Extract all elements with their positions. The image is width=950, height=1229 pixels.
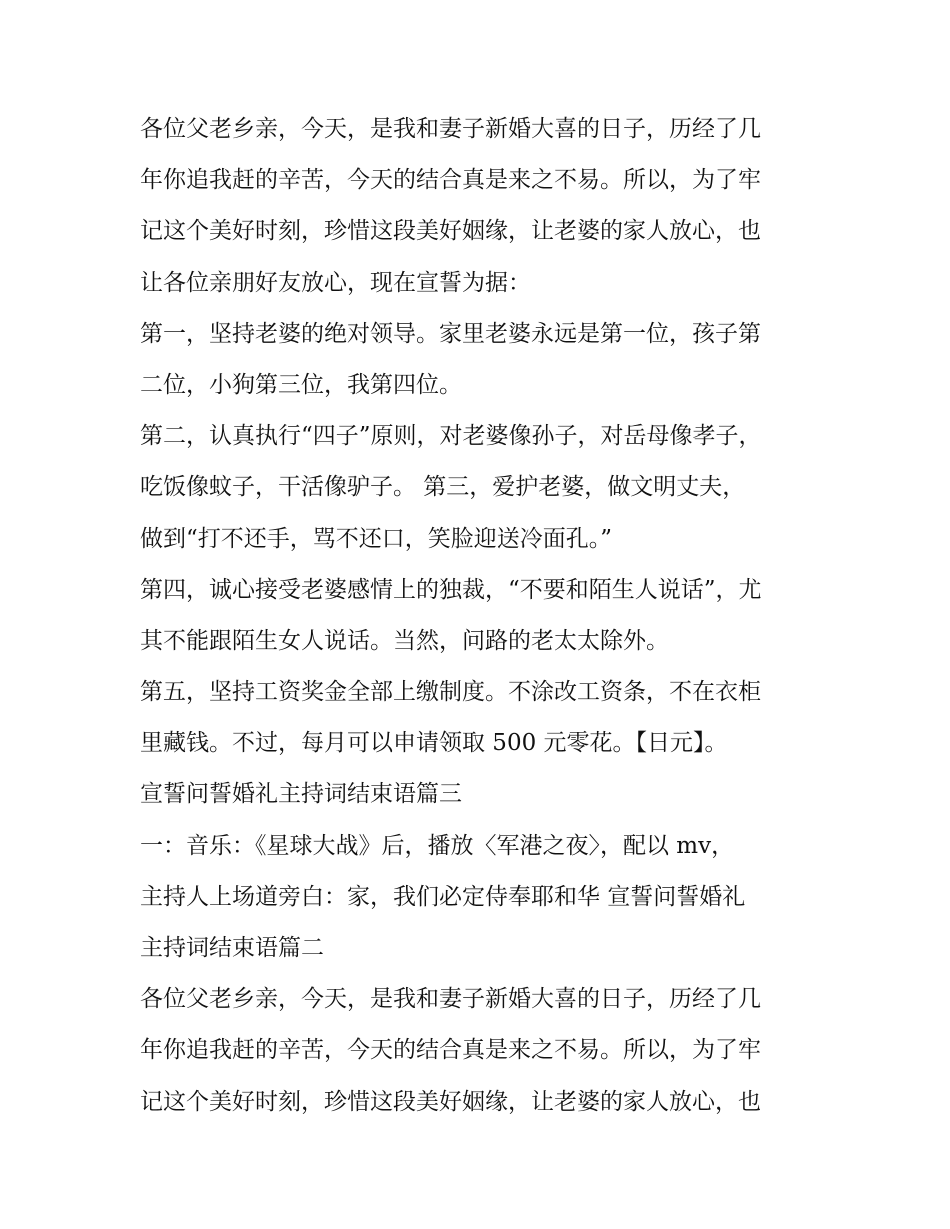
text-line: 第二，认真执行“四子”原则，对老婆像孙子，对岳母像孝子， [140,423,762,450]
text-line: 其不能跟陌生女人说话。当然，问路的老太太除外。 [140,627,669,654]
section-heading: 宣誓问誓婚礼主持词结束语篇三 [140,781,462,808]
text-line: 让各位亲朋好友放心，现在宣誓为据： [140,269,531,296]
text-line: 一：音乐：《星球大战》后，播放〈军港之夜〉，配以 mv， [140,832,735,859]
text-line: 年你追我赶的辛苦，今天的结合真是来之不易。所以，为了牢 [140,1037,761,1064]
text-line: 主持人上场道旁白：家，我们必定侍奉耶和华 宣誓问誓婚礼 [140,883,746,910]
text-line: 年你追我赶的辛苦，今天的结合真是来之不易。所以，为了牢 [140,167,761,194]
text-line: 做到“打不还手，骂不还口，笑脸迎送冷面孔。” [140,525,613,552]
text-line: 第一，坚持老婆的绝对领导。家里老婆永远是第一位，孩子第 [140,320,761,347]
text-line: 第四，诚心接受老婆感情上的独裁，“不要和陌生人说话”，尤 [140,576,762,603]
text-line: 各位父老乡亲，今天，是我和妻子新婚大喜的日子，历经了几 [140,986,761,1013]
text-line: 主持词结束语篇二 [140,935,324,961]
text-line: 记这个美好时刻，珍惜这段美好姻缘，让老婆的家人放心，也 [140,1088,761,1115]
text-line: 二位，小狗第三位，我第四位。 [140,371,462,398]
text-line: 记这个美好时刻，珍惜这段美好姻缘，让老婆的家人放心，也 [140,218,761,245]
text-line: 各位父老乡亲，今天，是我和妻子新婚大喜的日子，历经了几 [140,116,761,142]
text-line: 里藏钱。不过，每月可以申请领取 500 元零花。【日元】。 [140,730,728,757]
text-line: 吃饭像蚊子，干活像驴子。 第三，爱护老婆，做文明丈夫， [140,474,746,501]
text-line: 第五，坚持工资奖金全部上缴制度。不涂改工资条，不在衣柜 [140,679,761,706]
document-body [140,104,820,1128]
